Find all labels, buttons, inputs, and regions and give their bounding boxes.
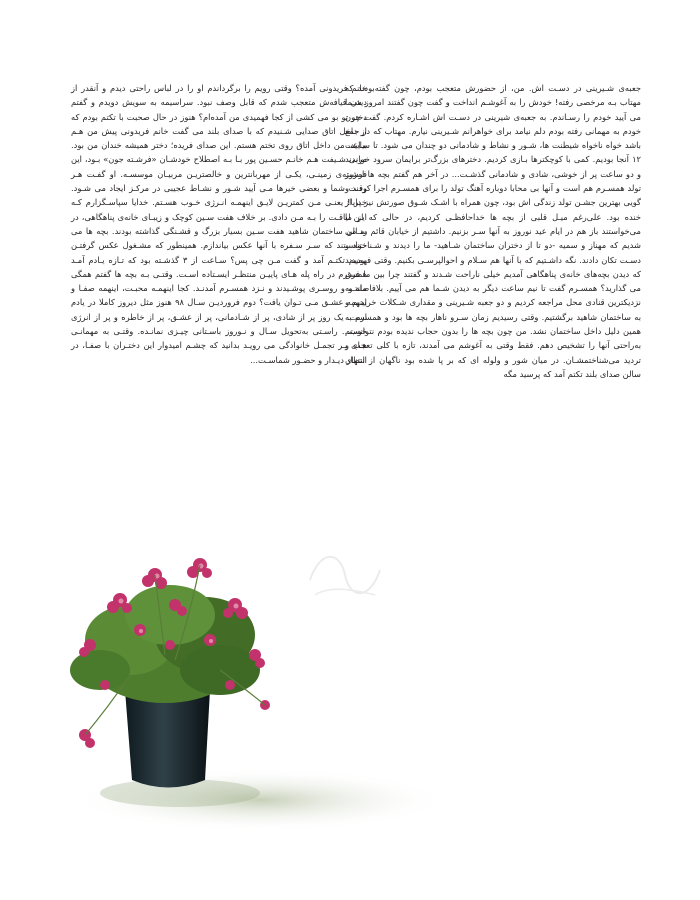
potted-flower-illustration: [60, 545, 450, 845]
article-column-right: [345, 81, 641, 381]
article-paragraph: خانم فریدونی آمده؟ وقتی رویم را برگرداندم او را در لباس راحتی دیدم و آنقدر از دیدن قیافه‌ش متعجب شدم که قابل وصف نبود. سراسیمه به سویش دویدم و گفتم دختر تو بو می کشی از کجا فهمیدی من آمده‌ام؟ هنوز در حال صحبت با تکتم بودم که از داخل اتاق صدایی شـنیدم که با صدای بلند می گفت خانم فریدونی پیش من هـم بیایید، من داخل اتاق روی تختم هستم. این صدای فریده؛ دختر همیشه خندان من بود. مربی شـیفت هـم خانـم حسـین پور بـا بـه اصطلاح خودشـان «فرشـته جون» بـود، این فرشـته‌ی زمینـی، یکـی از مهربانترین و خالصتریـن مربیـان موسسـه. او گفـت هـر وقـت شما و بعضی خیرها مـی آیید شـور و نشـاط عجیبی در مرکـز ایجاد می شـود. خدایا! یعنـی مـن کمتریـن لایـق اینهمـه انـرژی خـوب هسـتم. خدایا سپاسـگزارم کـه ایـن لیاقـت را بـه مـن دادی. بر خلاف هفت سـین کوچک و زیبـای خانه‌ی پناهگاهی، در سـالن ساختمان شاهید هفت سـین بسیار بزرگ و قشـنگی گذاشته بودند. بچه ها می خواسـتند که سـر سـفره با آنها عکس بیاندازم. همینطور که مشـغول عکس گرفتـن بودیم تکتـم آمد و گفت مـن چی پس؟ سـاعت از ۳ گذشـته بود که تـازه یـادم آمـد همسـرم در راه پله هـای پاییـن منتظـر ایسـتاده اسـت. وقتـی بـه بچه ها گفتم همگی مانتـو و روسـری پوشـیدند و نـزد همسـرم آمدنـد. کجا اینهمـه محبـت، اینهمه صفـا و اینهمه عشـق مـی تـوان یافت؟ دوم فروردیـن سـال ۹۸ هنوز مثل دیروز کاملا در یادم است. یک روز پر از شادی، پر از شـادمانی، پر از عشـق، پر از خاطره و پر از انرژی خوب... راسـتی به‌تحویل سـال و نـوروز باسـتانی چیـزی نمانـده. وقتـی به مهمانـی هـای پـر تجمـل خانوادگی می رویـد بدانید که چشـم امیدوار این دختـران با صفـا، در انتظار دیـدار و حضـور شماسـت...: [71, 83, 367, 365]
article-paragraph: جعبه‌ی شـیرینی در دسـت اش. من، از حضورش متعجب بودم، چون گفته‌بودند که مهتاب بـه مرخصی رفته! خودش را به آغوشـم انداخت و گفت چون گفتند امروز شـما می آیید خودم را رسـاندم. به جعبه‌ی شیرینی در دسـت اش اشـاره کردم. گفت چون خودم به مهمانی رفته بودم دلم نیامد برای خواهرانم شـیرینی نیارم. مهتاب که در جمع باشد خواه ناخواه شیطنت ها، شـور و نشاط و شادمانی دو چندان می شود. تا سـاعت ۱۲ آنجا بودیم. کمی با کوچکترها بـازی کردیم. دخترهای بزرگ‌تر برایمان سرود خواندند و دو ساعت پر از خوشی، شادی و شادمانی گذشـت... در آخر هم گفتم بچه ها امروز تولد همسـرم هم است و آنها بی محابا دوباره آهنگ تولد را برای همسـرم اجرا کردند و گویی بهترین جشـن تولد زندگی اش بود، چون همراه با اشـک شـوق صورتش نیز پر از خنده بود. علی‌رغم میـل قلبی از بچه ها خداحافظـی کردیم، در حالی که از ما می‌خواستند باز هم در ایام عید نوروز به آنها سـر بزنیم. داشتیم از خیابان قائم رد می شدیم که مهناز و سمیه -دو تا از دختران ساختمان شـاهید- ما را دیدند و شـناختند و دسـت تکان دادند. نگه داشـتیم که با آنها هم سـلام و احوالپرسـی بکنیم. وقتی فهمیدند که دیدن بچه‌های خانه‌ی پناهگاهی آمدیم خیلی ناراحت شـدند و گفتند چرا بین ما فرق می گذارید؟ همسـرم گفت تا نیم ساعت دیگر به دیدن شـما هم می آییم. بلافاصله به نزدیکترین قنادی محل مراجعه کردیم و دو جعبه شـیرینی و مقداری شـکلات خریدیم و به ساختمان شاهید برگشتیم. وقتی رسیدیم زمان سـرو ناهار بچه ها بود و همسرم به همین دلیل داخل ساختمان نشد. من چون بچه ها را بدون حجاب ندیده بودم نتوانستم به‌راحتی آنها را تشخیص دهم. فقط وقتی به آغوشم می آمدند، تازه با کلی تعجب و تردید می‌شناختمشـان. در میان شور و ولوله ای که بر پا شده بود ناگهان از انتهای سالن صدای بلند تکتم آمد که پرسید مگه: [345, 83, 641, 379]
article-column-left: [71, 81, 367, 367]
